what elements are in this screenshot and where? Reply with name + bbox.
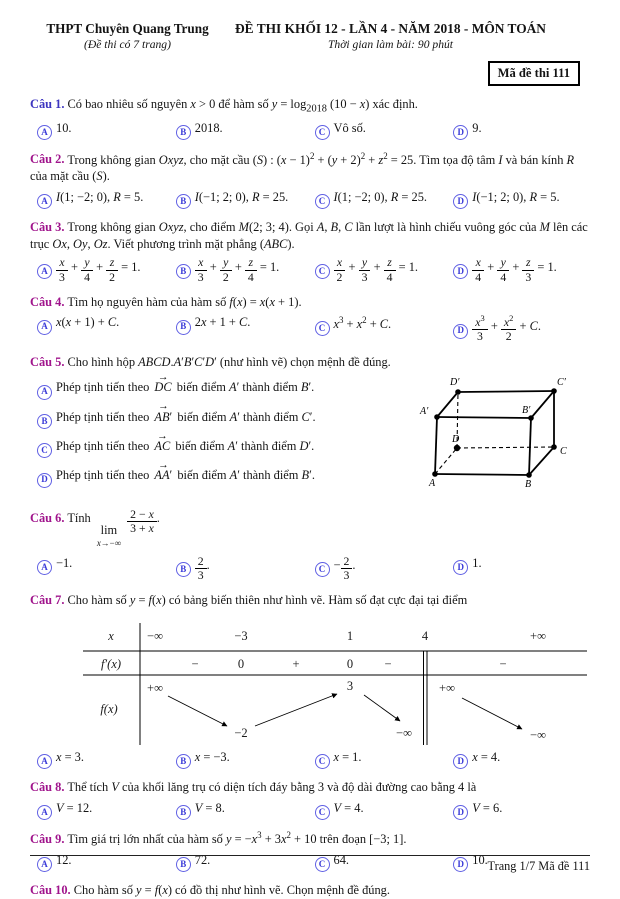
option-letter-d: D [453,560,468,575]
page-footer [30,852,590,875]
option-text: $x^3 + x^2 + C$. [333,314,392,331]
table-x-value: 4 [421,628,429,643]
school-name: THPT Chuyên Quang Trung [46,21,209,36]
option-text: Phép tịnh tiến theo → AB′ biến điểm A′ thành điểm C′. [56,410,316,424]
question-5-label: Câu 5. [30,354,65,369]
option-text: V = 12. [56,800,93,815]
pages-note: (Đề thi có 7 trang) [84,38,171,52]
question-5 [30,354,590,499]
option-d [453,555,590,582]
question-9-label: Câu 9. [30,831,65,846]
option-letter-d: D [453,754,468,769]
table-x-value: −3 [234,628,248,643]
exam-title: ĐỀ THI KHỐI 12 - LẦN 4 - NĂM 2018 - MÔN TOÁN [235,21,546,36]
vertex-c1-label: C′ [557,377,566,389]
option-letter-b: B [176,264,191,279]
question-1-options [30,120,590,140]
option-text: I(−1; 2; 0), R = 5. [472,189,560,204]
option-d [453,749,590,769]
option-text: x = 3. [56,749,84,764]
option-text: I(1; −2; 0), R = 25. [333,189,427,204]
option-letter-c: C [315,805,330,820]
option-letter-a: A [37,754,52,769]
option-b [176,256,313,283]
option-text: Phép tịnh tiến theo → AC biến điểm A′ thành điểm D′. [56,439,314,453]
exam-code-row [30,61,580,85]
question-3 [30,219,590,284]
option-letter-c: C [315,321,330,336]
header-center [225,20,590,52]
option-letter-c: C [315,194,330,209]
option-c [315,189,452,209]
option-letter-c: C [37,443,52,458]
question-4 [30,294,590,344]
question-8-options [30,800,590,820]
question-10-stem: Cho hàm số y = f(x) có đồ thị như hình vẽ. Chọn mệnh đề đúng. [73,882,390,897]
option-text: V = 8. [194,800,225,815]
question-1-stem: Có bao nhiêu số nguyên x > 0 để hàm số $y = \log_{2018} (10 - x)$ xác định. [67,96,418,115]
option-a [37,256,174,283]
option-letter-d: D [453,264,468,279]
table-f-value: −2 [234,725,248,740]
box-figure [414,374,586,498]
option-letter-c: C [315,562,330,577]
option-letter-d: D [453,194,468,209]
option-text: x(x + 1) + C. [56,315,120,330]
option-letter-c: C [315,125,330,140]
option-text: $\frac{x}{4}$ + $\frac{y}{4}$ + $\frac{z}{3}$ = 1. [472,260,557,274]
option-text: $\frac{x}{2}$ + $\frac{y}{3}$ + $\frac{z}{4}$ = 1. [334,260,419,274]
option-b [176,800,313,820]
table-sign: − [499,656,507,671]
option-d [453,314,590,343]
option-text: 2018. [194,121,223,136]
question-8 [30,779,590,820]
option-letter-c: C [315,264,330,279]
table-f-value: +∞ [147,680,163,695]
question-2 [30,150,590,209]
question-3-label: Câu 3. [30,220,65,235]
exam-code-box: Mã đề thi 111 [488,61,580,85]
option-a [37,749,174,769]
option-c [315,314,452,343]
option-text: I(−1; 2; 0), R = 25. [194,189,289,204]
question-6 [30,508,590,582]
option-c [315,120,452,140]
option-text: $\frac{x}{3}$ + $\frac{y}{2}$ + $\frac{z}{4}$ = 1. [195,260,280,274]
option-text: Vô số. [333,121,366,136]
vertex-b-label: B [525,479,532,491]
header-left [30,20,225,52]
option-letter-b: B [176,320,191,335]
table-sign: 0 [237,656,245,671]
table-sign: − [191,656,199,671]
option-letter-a: A [37,125,52,140]
table-sign: − [384,656,392,671]
option-a [37,555,174,582]
option-text: 9. [472,121,482,136]
option-letter-b: B [176,562,191,577]
option-letter-a: A [37,194,52,209]
question-5-stem: Cho hình hộp ABCD.A′B′C′D′ (như hình vẽ) chọn mệnh đề đúng. [67,354,391,369]
option-letter-b: B [176,194,191,209]
option-d [453,120,590,140]
table-f-label: f(x) [100,701,118,716]
question-8-stem: Thể tích V của khối lăng trụ có diện tích đáy bằng 3 và độ dài đường cao bằng 4 là [67,779,477,794]
option-letter-b: B [176,125,191,140]
vertex-a1-label: A′ [420,406,429,418]
option-a [37,800,174,820]
option-letter-d: D [37,473,52,488]
page-number: Trang 1/7 Mã đề 111 [487,859,590,874]
option-letter-b: B [37,414,52,429]
option-letter-a: A [37,805,52,820]
option-text: x = 1. [333,749,362,764]
option-d [453,189,590,209]
option-text: − $\frac{2}{3}$ . [333,554,356,582]
question-10 [30,882,590,899]
option-d [453,800,590,820]
option-b [176,120,313,140]
option-c [315,749,452,769]
question-4-options [30,314,590,343]
question-6-stem: Tính lim x→−∞ $\frac{2 - x}{3 + x}$ . [67,508,160,548]
question-4-stem: Tìm họ nguyên hàm của hàm số f(x) = x(x + 1). [67,294,302,309]
question-2-label: Câu 2. [30,152,65,167]
option-c [315,256,452,283]
option-letter-b: B [176,754,191,769]
option-a [37,189,174,209]
option-c [30,438,408,458]
option-text: 2x + 1 + C. [194,315,251,330]
option-letter-a: A [37,857,52,872]
option-text: Phép tịnh tiến theo → DC biến điểm A′ thành điểm B′. [56,380,314,394]
question-2-stem: Trong không gian Oxyz, cho mặt cầu (S) : $(x - 1)^2 + (y + 2)^2 + z^2 = 25$. Tìm tọa độ tâm I và bán kính R của mặt cầu (S). [30,150,575,184]
option-b [176,749,313,769]
option-text: 64. [333,852,349,867]
vertex-c-label: C [560,446,567,458]
option-letter-d: D [453,805,468,820]
option-text: $\frac{2}{3}$ . [195,558,210,572]
question-7-options [30,749,590,769]
table-f-value: −∞ [530,727,546,742]
option-text: −1. [56,555,73,570]
exam-header [30,20,590,52]
option-letter-b: B [176,857,191,872]
question-7-label: Câu 7. [30,592,65,607]
option-text: Phép tịnh tiến theo → AA′ biến điểm A′ thành điểm B′. [56,468,315,482]
option-text: x = 4. [472,749,501,764]
vertex-d1-label: D′ [450,377,460,389]
option-c [315,800,452,820]
table-x-value: −∞ [147,628,163,643]
table-x-label: x [108,628,114,643]
table-f-value: −∞ [396,725,412,740]
option-letter-a: A [37,560,52,575]
option-letter-d: D [453,857,468,872]
question-6-options [30,555,590,582]
option-letter-d: D [453,324,468,339]
option-text: 10. [472,852,488,867]
table-x-value: 1 [346,628,354,643]
option-letter-c: C [315,754,330,769]
question-7 [30,592,590,769]
question-3-options [30,256,590,283]
question-10-label: Câu 10. [30,882,71,897]
exam-duration: Thời gian làm bài: 90 phút [327,38,454,52]
option-letter-b: B [176,805,191,820]
table-sign: + [292,656,300,671]
question-7-stem: Cho hàm số y = f(x) có bảng biến thiên như hình vẽ. Hàm số đạt cực đại tại điểm [67,592,468,607]
vertex-b1-label: B′ [522,405,531,417]
variation-table [83,621,588,745]
vertex-a-label: A [429,478,436,490]
option-b [30,409,408,429]
option-text: 12. [56,852,72,867]
table-f-value: 3 [346,678,354,693]
option-b [176,189,313,209]
option-text: 72. [194,852,211,867]
option-text: I(1; −2; 0), R = 5. [56,189,144,204]
option-a [30,379,408,399]
option-d [453,256,590,283]
table-fprime-label: f′(x) [100,656,122,671]
table-sign: 0 [346,656,354,671]
question-1-label: Câu 1. [30,96,65,111]
option-text: $\frac{x^3}{3}$ + $\frac{x^2}{2}$ + C. [472,319,541,333]
question-4-label: Câu 4. [30,294,65,309]
option-text: $\frac{x}{3}$ + $\frac{y}{4}$ + $\frac{z}{2}$ = 1. [56,260,141,274]
option-letter-a: A [37,264,52,279]
option-letter-a: A [37,385,52,400]
option-a [37,314,174,343]
option-a [37,120,174,140]
option-c [315,555,452,582]
option-letter-d: D [453,125,468,140]
question-9-stem: Tìm giá trị lớn nhất của hàm số $y = -x^3 + 3x^2 + 10$ trên đoạn [−3; 1]. [67,829,407,846]
option-b [176,314,313,343]
option-text: 10. [56,121,72,136]
table-f-value: +∞ [439,680,455,695]
question-2-options [30,189,590,209]
option-text: V = 6. [472,800,503,815]
option-d [30,467,408,487]
table-x-value: +∞ [530,628,546,643]
option-text: 1. [472,555,482,570]
question-8-label: Câu 8. [30,779,65,794]
question-6-label: Câu 6. [30,511,65,526]
option-text: x = −3. [194,749,230,764]
option-b [176,555,313,582]
option-letter-c: C [315,857,330,872]
question-5-options [30,370,408,487]
vertex-d-label: D [452,434,460,446]
option-text: V = 4. [333,800,364,815]
option-letter-a: A [37,320,52,335]
question-3-stem: Trong không gian Oxyz, cho điểm M(2; 3; 4). Gọi A, B, C lần lượt là hình chiếu vuông góc của M lên các trục Ox, Oy, Oz. Viết phương trình mặt phẳng (ABC). [30,220,588,251]
question-1 [30,96,590,141]
